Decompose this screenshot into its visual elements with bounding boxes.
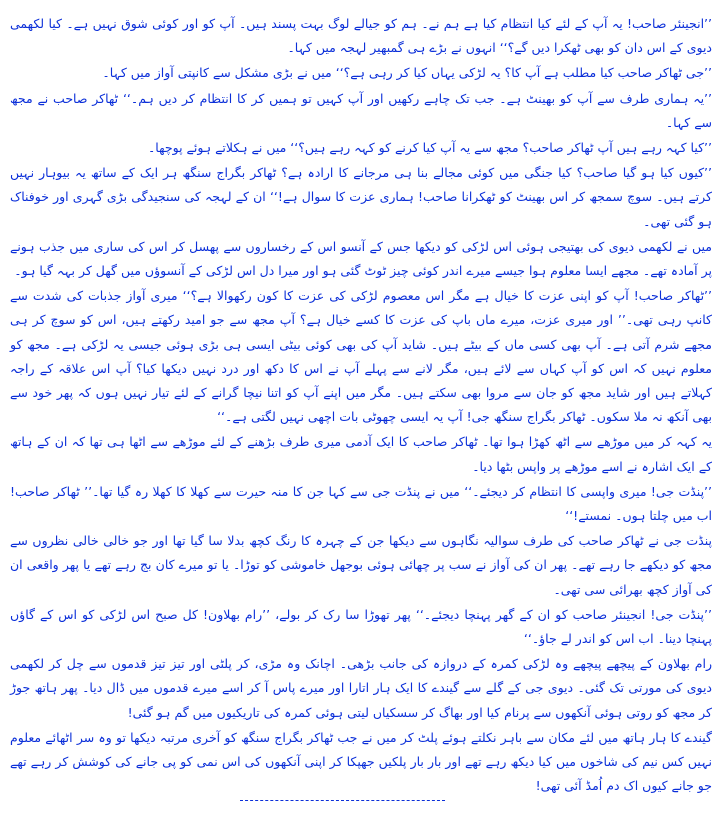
end-separator [240, 800, 445, 801]
story-paragraph-2: ’’جی ٹھاکر صاحب کیا مطلب ہے آپ کا؟ یہ لڑکی یہاں کیا کر رہی ہے؟‘‘ میں نے بڑی مشکل سے کانپتی آواز میں کہا۔ [102, 65, 712, 81]
story-paragraph-7: ’’ٹھاکر صاحب! آپ کو اپنی عزت کا خیال ہے مگر اس معصوم لڑکی کی عزت کا کون رکھوالا ہے؟‘‘ میری آواز جذبات کی شدت سے کانپ رہی تھی۔’’ اور میری عزت، میرے ماں باپ کی عزت کا کسے خیال ہے؟ آپ مجھ سے جو امید رکھتے ہیں، اس کو سوچ کر ہی مجھے شرم آتی ہے۔ آپ بھی کسی ماں کے بیٹے ہیں۔ شاید آپ کی بھی کوئی بیٹی ایسی ہی بڑی ہوئی جیسی یہ لڑکی ہے۔ مجھ کو معلوم نہیں کہ اس کو آپ کہاں سے لائے ہیں، مگر لانے سے پہلے آپ نے اس کا دکھ اور درد نہیں دیکھا کیا؟ آپ اس علاقہ کے راجہ کہلاتے ہیں اور شاید مجھ کو جان سے مروا بھی سکتے ہیں۔ مگر میں اپنے آپ کو اتنا نیچا گرانے کے لئے تیار نہیں ہوں کہ پھر خود سے بھی آنکھ نہ ملا سکوں۔ ٹھاکر بگراج سنگھ جی! آپ یہ ایسی چھوٹی بات اچھی نہیں لگتی ہے۔‘‘ [10, 288, 712, 425]
story-paragraph-3: ’’یہ ہماری طرف سے آپ کو بھینٹ ہے۔ جب تک چاہے رکھیں اور آپ کہیں تو ہمیں کر کا انتظام کر دیں ہم۔‘‘ ٹھاکر صاحب نے مجھ سے کہا۔ [10, 90, 712, 130]
story-paragraph-11: ’’پنڈت جی! انجینئر صاحب کو ان کے گھر پہنچا دیجئے۔‘‘ پھر تھوڑا سا رک کر بولے، ’’رام بھلاون! کل صبح اس لڑکی کو اس کے گاؤں پہنچا دینا۔ اب اس کو اندر لے جاؤ۔‘‘ [10, 606, 712, 647]
story-paragraph-13: گیندے کا ہار ہاتھ میں لئے مکان سے باہر نکلتے ہوئے پلٹ کر میں نے جب ٹھاکر بگراج سنگھ کو آخری مرتبہ دیکھا تو وہ سر اٹھائے معلوم نہیں کس نیم کی شاخوں میں کیا دیکھ رہے تھے اور بار بار پلکیں جھپکا کر اپنی آنکھوں کی اس نمی کو پی جانے کی کوشش کر رہے تھے جو جانے کیوں اک دم اُمڈ آئی تھی! [10, 729, 712, 794]
story-paragraph-1: ’’انجینئر صاحب! یہ آپ کے لئے کیا انتظام کیا ہے ہم نے۔ ہم کو جیالے لوگ بہت پسند ہیں۔ آپ کو اور کوئی شوق نہیں ہے۔ کیا لکھمی دیوی کے اس دان کو بھی ٹھکرا دیں گے؟‘‘ انہوں نے بڑے ہی گمبھیر لہجہ میں کہا۔ [10, 16, 712, 56]
story-paragraph-8: یہ کہہ کر میں موڑھے سے اٹھ کھڑا ہوا تھا۔ ٹھاکر صاحب کا ایک آدمی میری طرف بڑھنے کے لئے موڑھے سے اٹھا ہی تھا کہ ان کے ہاتھ کے ایک اشارہ نے اسے موڑھے پر واپس بٹھا دیا۔ [10, 434, 712, 474]
story-paragraph-6: میں نے لکھمی دیوی کی بھتیجی ہوئی اس لڑکی کو دیکھا جس کے آنسو اس کے رخساروں سے پھسل کر اس کی ساری میں جذب ہونے پر آمادہ تھے۔ مجھے ایسا معلوم ہوا جیسے میرے اندر کوئی چیز ٹوٹ گئی ہو اور میرا دل اس لڑکی کے آنسوؤں میں گھل کر بہہ گیا ہو۔ [10, 238, 712, 279]
story-paragraph-9: ’’پنڈت جی! میری واپسی کا انتظام کر دیجئے۔‘‘ میں نے پنڈت جی سے کہا جن کا منہ حیرت سے کھلا کا کھلا رہ گیا تھا۔’’ ٹھاکر صاحب! اب میں چلتا ہوں۔ نمستے!‘‘ [10, 483, 712, 524]
story-paragraph-4: ’’کیا کہہ رہے ہیں آپ ٹھاکر صاحب؟ مجھ سے یہ آپ کیا کرنے کو کہہ رہے ہیں؟‘‘ میں نے ہکلاتے ہوئے پوچھا۔ [147, 140, 712, 156]
story-paragraph-12: رام بھلاون کے پیچھے پیچھے وہ لڑکی کمرہ کے دروازہ کی جانب بڑھی۔ اچانک وہ مڑی، کر پلٹی اور تیز تیز قدموں سے چل کر لکھمی دیوی کی مورتی تک گئی۔ دیوی جی کے گلے سے گیندے کا ایک ہار اتارا اور میرے پاس آ کر اسے میرے قدموں میں ڈال دیا۔ پھر ہاتھ جوڑ کر مجھ کو روتی ہوئی آنکھوں سے پرنام کیا اور بھاگ کر سسکیاں لیتی ہوئی کمرہ کی تاریکیوں میں گم ہو گئی! [10, 656, 712, 720]
end-separator-text [240, 789, 445, 801]
story-paragraph-5: ’’کیوں کیا ہو گیا صاحب؟ کیا جنگی میں کوئی مجالے بنا ہی مرجانے کا ارادہ ہے؟ ٹھاکر بگراج سنگھ ہر ایک کے ساتھ یہ بیوہار نہیں کرتے ہیں۔ سوچ سمجھ کر اس بھینٹ کو ٹھکرانا صاحب! ہماری عزت کا سوال ہے!‘‘ ان کے لہجہ کی سنجیدگی بڑی گہری اور خوفناک ہو گئی تھی۔ [10, 165, 712, 229]
story-paragraph-10: پنڈت جی نے ٹھاکر صاحب کی طرف سوالیہ نگاہوں سے دیکھا جن کے چہرہ کا رنگ کچھ بدلا سا گیا تھا اور جو خالی خالی نظروں سے مجھ کو دیکھے جا رہے تھے۔ پھر ان کی آواز نے سب پر چھائی ہوئی بوجھل خاموشی کو توڑا۔ یا تو میرے کان بج رہے تھے یا پھر واقعی ان کی آواز کچھ بھرائی سی تھی۔ [10, 533, 712, 597]
